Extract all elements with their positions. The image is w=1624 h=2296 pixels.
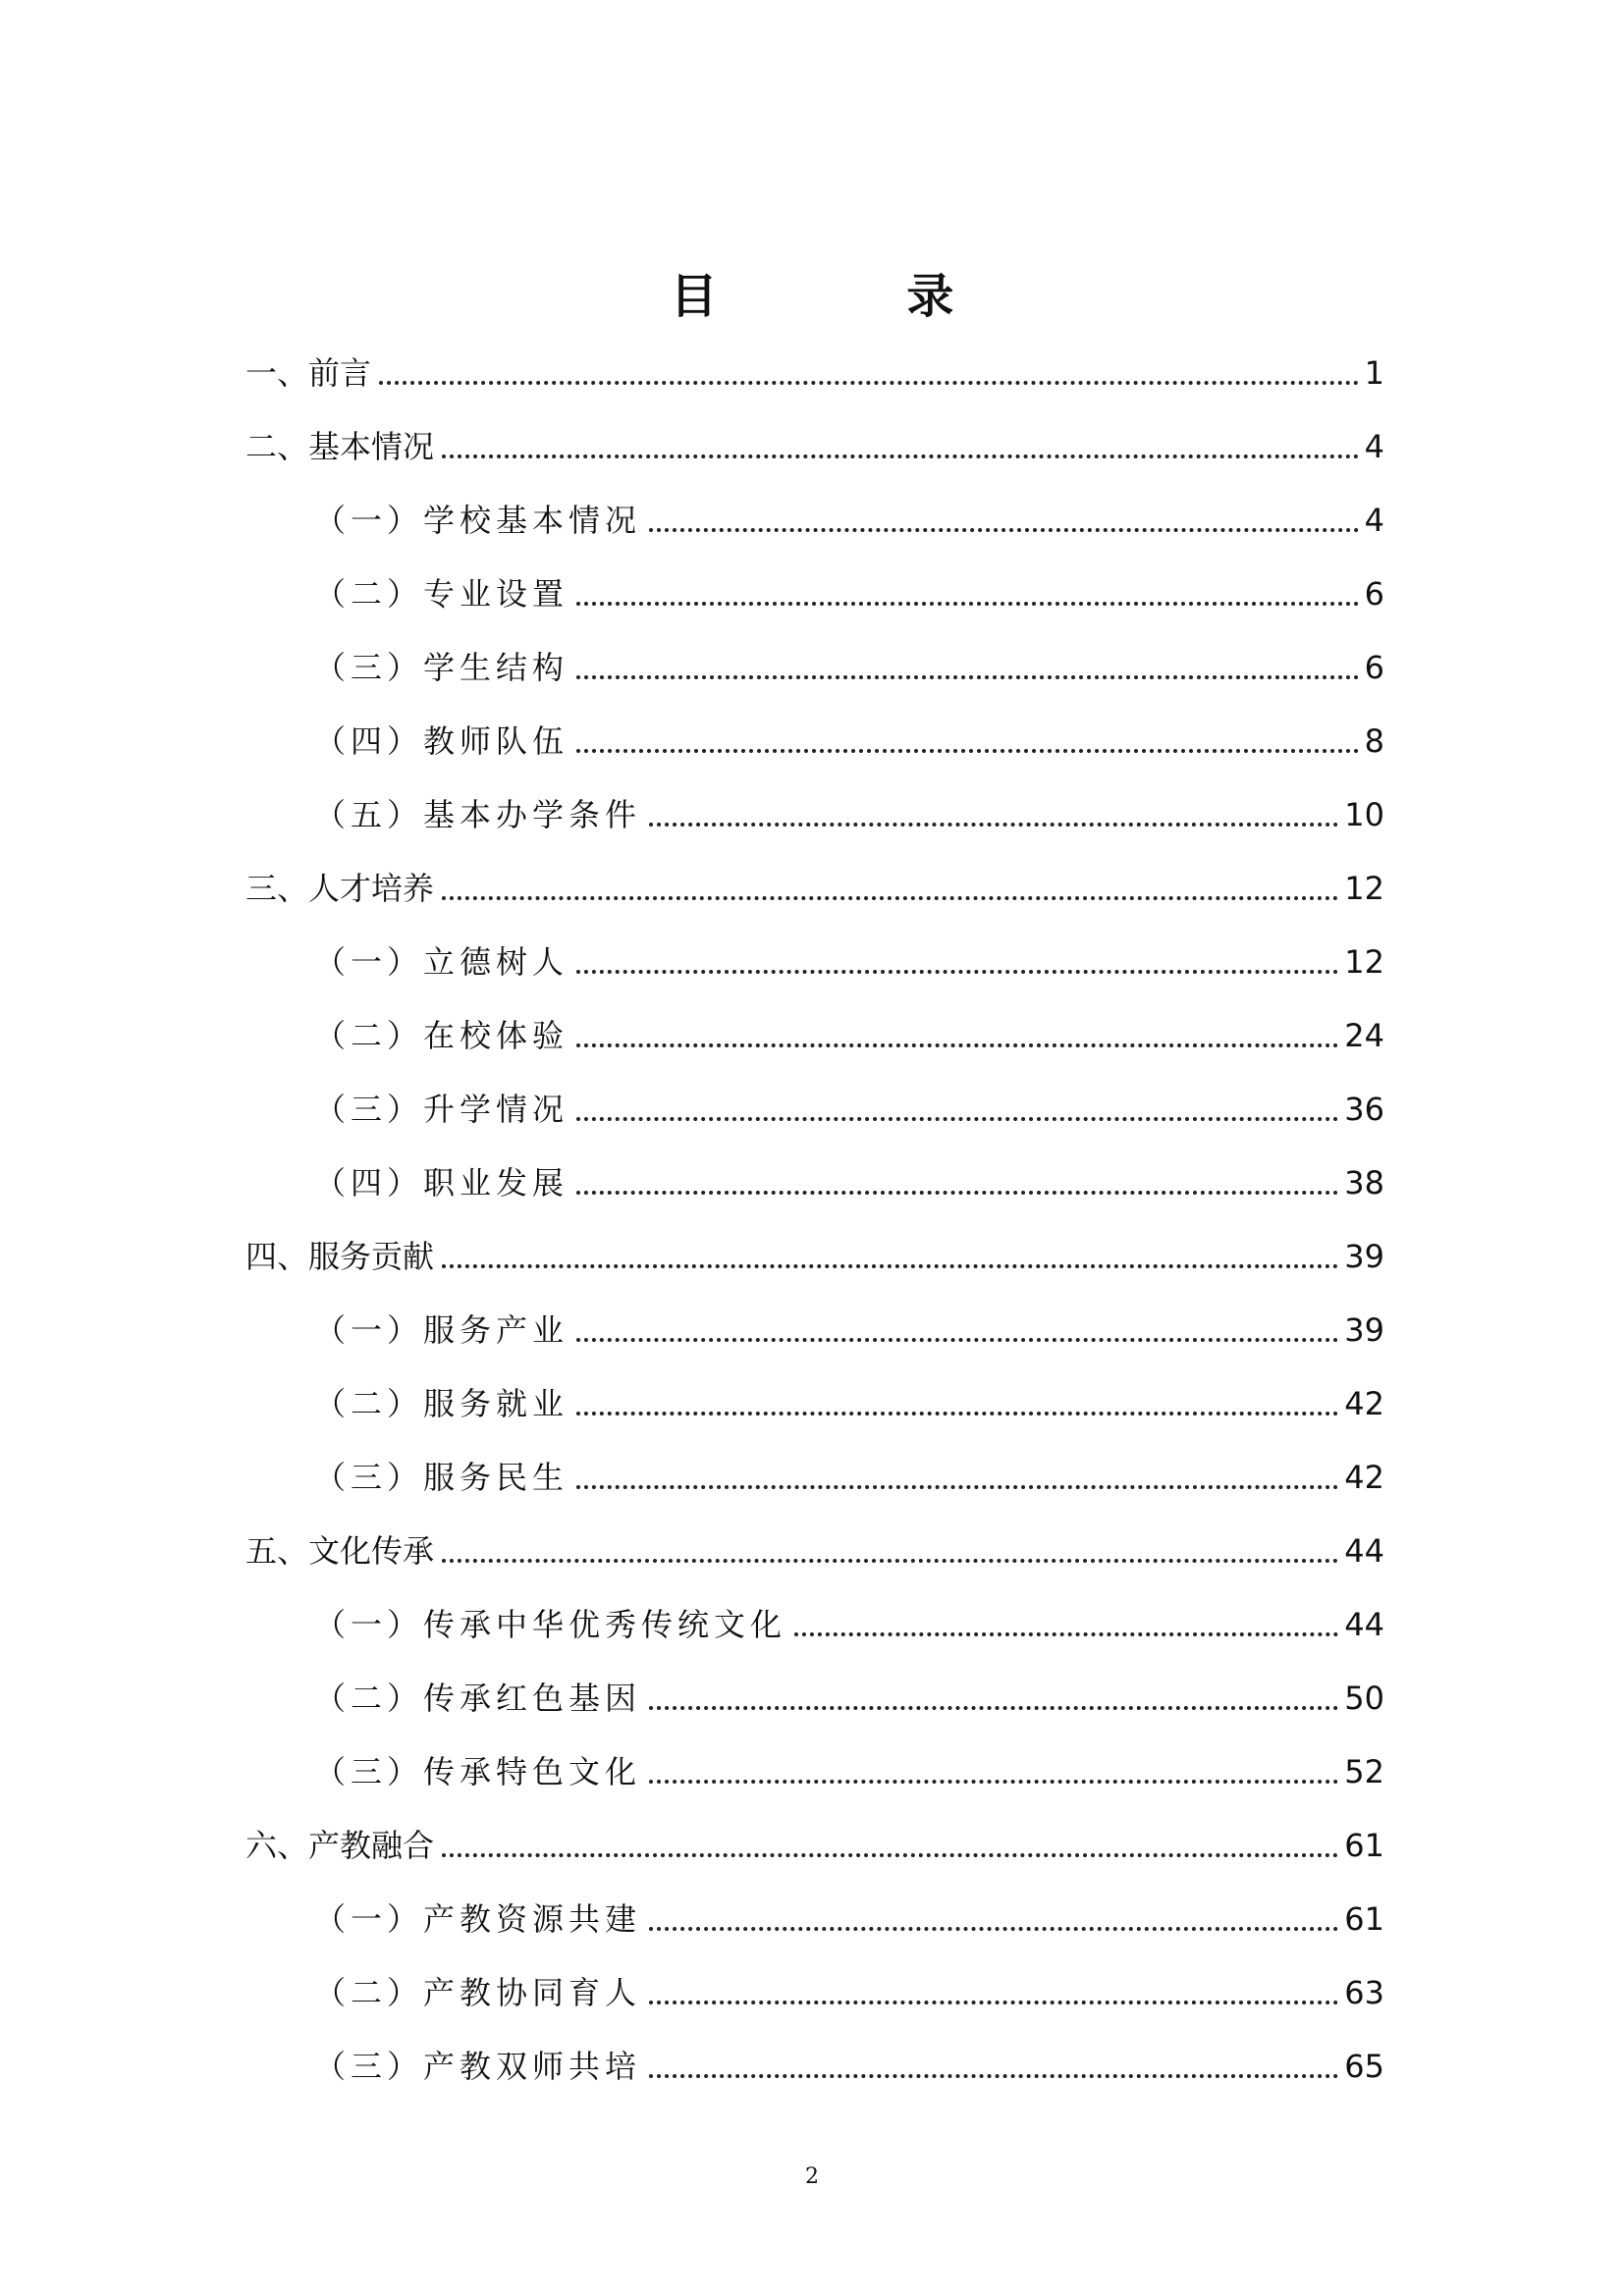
toc-entry[interactable] (245, 404, 1384, 478)
toc-entry-label: （三）升学情况 (314, 1091, 569, 1128)
toc-dot-leader (649, 528, 1359, 532)
toc-entry-label: （三）学生结构 (314, 649, 569, 686)
toc-dot-leader (379, 381, 1359, 385)
toc-dot-leader (442, 896, 1338, 900)
toc-entry-label: （二）专业设置 (314, 575, 569, 613)
toc-entry[interactable] (245, 1214, 1384, 1288)
toc-dot-leader (576, 970, 1338, 974)
toc-entry[interactable] (245, 699, 1384, 773)
toc-entry[interactable] (245, 1288, 1384, 1362)
toc-entry[interactable] (245, 478, 1384, 552)
toc-dot-leader (576, 602, 1359, 606)
toc-entry[interactable] (245, 1950, 1384, 2024)
toc-entry[interactable] (245, 1656, 1384, 1730)
toc-entry-label: （五）基本办学条件 (314, 796, 642, 833)
toc-entry-page: 44 (1344, 1606, 1384, 1643)
toc-entry-page: 10 (1344, 796, 1384, 833)
toc-entry[interactable] (245, 1509, 1384, 1582)
toc-dot-leader (442, 1559, 1338, 1563)
toc-entry-label: （三）产教双师共培 (314, 2048, 642, 2085)
toc-entry-page: 44 (1344, 1532, 1384, 1570)
toc-entry-label: （二）产教协同育人 (314, 1974, 642, 2011)
toc-dot-leader (576, 675, 1359, 679)
toc-dot-leader (576, 1043, 1338, 1047)
toc-entry[interactable] (245, 2024, 1384, 2098)
toc-dot-leader (576, 749, 1359, 753)
toc-entry-label: （一）立德树人 (314, 943, 569, 981)
toc-entry[interactable] (245, 773, 1384, 846)
toc-dot-leader (649, 2001, 1338, 2004)
toc-entry-label: （一）服务产业 (314, 1311, 569, 1349)
toc-entry-page: 4 (1364, 428, 1384, 465)
toc-entry[interactable] (245, 1582, 1384, 1656)
toc-dot-leader (794, 1632, 1338, 1636)
toc-entry-page: 1 (1364, 354, 1384, 392)
toc-entry[interactable] (245, 552, 1384, 625)
toc-entry-label: （二）在校体验 (314, 1017, 569, 1054)
toc-entry-page: 8 (1364, 722, 1384, 760)
toc-entry[interactable] (245, 1362, 1384, 1435)
toc-dot-leader (442, 1264, 1338, 1268)
toc-dot-leader (576, 1412, 1338, 1415)
toc-entry-page: 61 (1344, 1827, 1384, 1864)
toc-entry[interactable] (245, 846, 1384, 920)
toc-entry[interactable] (245, 625, 1384, 699)
toc-entry-label: （三）传承特色文化 (314, 1753, 642, 1790)
toc-entry[interactable] (245, 1141, 1384, 1214)
toc-dot-leader (649, 2074, 1338, 2078)
toc-entry-label: （一）传承中华优秀传统文化 (314, 1606, 787, 1643)
toc-entry-page: 42 (1344, 1385, 1384, 1422)
toc-entry-label: （一）产教资源共建 (314, 1900, 642, 1938)
toc-entry-page: 61 (1344, 1900, 1384, 1938)
toc-entry[interactable] (245, 1730, 1384, 1803)
toc-entry-page: 63 (1344, 1974, 1384, 2011)
toc-entry-page: 24 (1344, 1017, 1384, 1054)
toc-entry-page: 38 (1344, 1164, 1384, 1201)
toc-dot-leader (576, 1485, 1338, 1489)
toc-dot-leader (649, 1706, 1338, 1710)
toc-entry-page: 39 (1344, 1238, 1384, 1275)
toc-entry-page: 52 (1344, 1753, 1384, 1790)
toc-entry-label: （二）传承红色基因 (314, 1680, 642, 1717)
toc-entry-page: 42 (1344, 1459, 1384, 1496)
toc-dot-leader (649, 1780, 1338, 1784)
toc-entry-page: 12 (1344, 870, 1384, 907)
toc-entry-page: 6 (1364, 575, 1384, 613)
toc-entry[interactable] (245, 1803, 1384, 1877)
toc-dot-leader (649, 823, 1338, 827)
toc-entry-page: 6 (1364, 649, 1384, 686)
page-title: 目 录 (670, 269, 1041, 324)
toc-entry[interactable] (245, 1435, 1384, 1509)
toc-entry-label: （一）学校基本情况 (314, 502, 642, 539)
toc-entry[interactable] (245, 331, 1384, 404)
toc-entry-page: 39 (1344, 1311, 1384, 1349)
toc-entry[interactable] (245, 920, 1384, 993)
toc-entry-page: 65 (1344, 2048, 1384, 2085)
table-of-contents (245, 331, 1384, 2098)
toc-dot-leader (649, 1927, 1338, 1931)
toc-entry-label: 三、人才培养 (245, 870, 435, 907)
toc-entry[interactable] (245, 1877, 1384, 1950)
toc-entry-label: （四）职业发展 (314, 1164, 569, 1201)
toc-dot-leader (576, 1191, 1338, 1195)
toc-entry-page: 4 (1364, 502, 1384, 539)
toc-entry-label: （二）服务就业 (314, 1385, 569, 1422)
toc-entry-page: 12 (1344, 943, 1384, 981)
toc-entry-label: 一、前言 (245, 354, 372, 392)
toc-entry-label: （四）教师队伍 (314, 722, 569, 760)
page-number: 2 (805, 2164, 819, 2189)
toc-entry[interactable] (245, 1067, 1384, 1141)
toc-dot-leader (442, 1853, 1338, 1857)
toc-dot-leader (576, 1338, 1338, 1342)
toc-dot-leader (442, 454, 1359, 458)
toc-entry[interactable] (245, 993, 1384, 1067)
toc-entry-page: 36 (1344, 1091, 1384, 1128)
toc-entry-label: 四、服务贡献 (245, 1238, 435, 1275)
toc-entry-label: 五、文化传承 (245, 1532, 435, 1570)
toc-entry-page: 50 (1344, 1680, 1384, 1717)
toc-entry-label: 二、基本情况 (245, 428, 435, 465)
toc-dot-leader (576, 1117, 1338, 1121)
toc-entry-label: （三）服务民生 (314, 1459, 569, 1496)
toc-entry-label: 六、产教融合 (245, 1827, 435, 1864)
